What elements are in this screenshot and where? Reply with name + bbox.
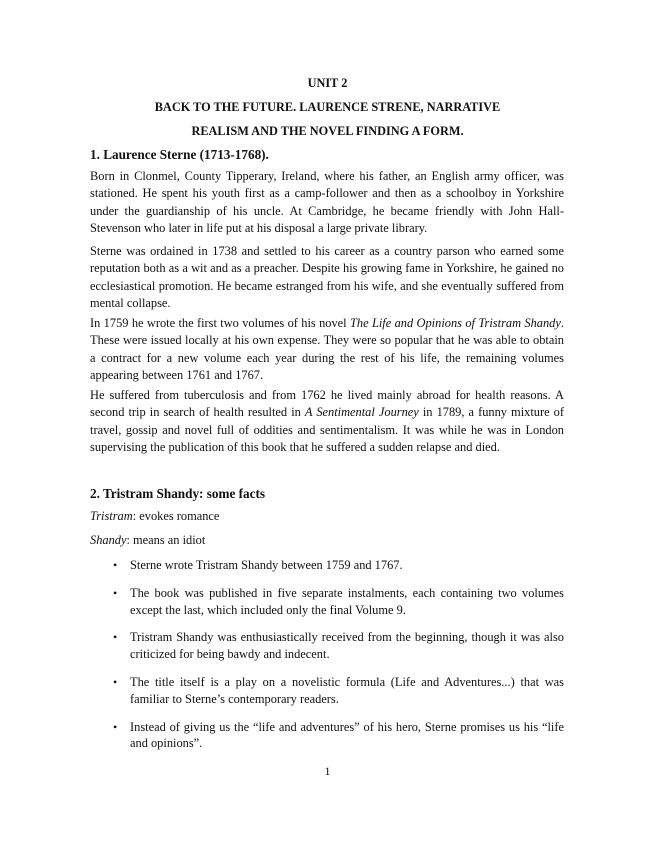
bullet-icon: • bbox=[113, 719, 118, 734]
list-item-text: The book was published in five separate instalments, each containing two volumes except the last, which included only the final Volume 9. bbox=[130, 585, 564, 617]
list-item-text: The title itself is a play on a novelistic formula (Life and Adventures...) that was familiar to Sterne’s contemporary readers. bbox=[130, 674, 564, 706]
section-2-heading: 2. Tristram Shandy: some facts bbox=[90, 486, 265, 501]
paragraph-career: Sterne was ordained in 1738 and settled to his career as a country parson who earned some reputation both as a wit and as a preacher. Despite his growing fame in Yorkshire, he gained no ecclesiastical promotion. He became estranged from his wife, and she eventually suffered from mental collapse. bbox=[90, 244, 564, 311]
novel-title-journey: A Sentimental Journey bbox=[304, 405, 419, 420]
unit-label: UNIT 2 bbox=[307, 76, 348, 90]
paragraph-tristram-b: . These were issued locally at his own expense. They were so popular that he was able to obtain a contract for a new volume each year during the rest of his life, the remaining volumes appearing between 1761 and 1767. bbox=[90, 316, 564, 383]
def-tristram: : evokes romance bbox=[132, 509, 220, 523]
list-item-text: Instead of giving us the “life and adventures” of his hero, Sterne promises us his “life and opinions”. bbox=[130, 719, 564, 751]
paragraph-biography: Born in Clonmel, County Tipperary, Ireland, where his father, an English army officer, was stationed. He spent his youth first as a camp-follower and then as a schoolboy in Yorkshire under the guardianship of his uncle. At Cambridge, he became friendly with John Hall-Stevenson who later in life put at his disposal a large private library. bbox=[90, 169, 564, 236]
paragraph-tristram-a: In 1759 he wrote the first two volumes of his novel bbox=[90, 316, 350, 330]
bullet-icon: • bbox=[113, 558, 118, 572]
term-tristram: Tristram bbox=[90, 509, 133, 523]
definition-tristram bbox=[90, 509, 219, 524]
bullet-icon: • bbox=[113, 585, 118, 600]
facts-list bbox=[90, 557, 564, 763]
list-item-text: Sterne wrote Tristram Shandy between 1759 and 1767. bbox=[130, 558, 403, 572]
bullet-icon: • bbox=[113, 674, 118, 689]
definition-shandy bbox=[90, 533, 205, 548]
paragraph-later-life-a: He suffered from tuberculosis and from 1762 he lived mainly abroad for health reasons. A second trip in search of health resulted in bbox=[90, 388, 564, 420]
term-shandy: Shandy bbox=[90, 533, 127, 547]
list-item bbox=[90, 719, 564, 753]
paragraph-later-life-b: in 1789, a funny mixture of travel, gossip and novel full of oddities and sentimentalism. It was while he was in London supervising the publication of this book that he suffered a sudden relapse and died. bbox=[90, 405, 564, 455]
list-item bbox=[90, 674, 564, 708]
list-item bbox=[90, 629, 564, 663]
paragraph-tristram bbox=[90, 315, 564, 385]
section-1-heading: 1. Laurence Sterne (1713-1768). bbox=[90, 147, 269, 162]
page-number: 1 bbox=[324, 764, 331, 778]
title-line-1: BACK TO THE FUTURE. LAURENCE STRENE, NARRATIVE bbox=[154, 100, 501, 114]
list-item bbox=[90, 585, 564, 619]
novel-title-tristram: The Life and Opinions of Tristram Shandy bbox=[350, 316, 561, 330]
list-item bbox=[90, 557, 564, 574]
list-item-text: Tristram Shandy was enthusiastically received from the beginning, though it was also criticized for being bawdy and indecent. bbox=[130, 630, 564, 662]
bullet-icon: • bbox=[113, 630, 118, 645]
title-line-2: REALISM AND THE NOVEL FINDING A FORM. bbox=[191, 124, 464, 138]
def-shandy: : means an idiot bbox=[126, 533, 206, 547]
paragraph-later-life bbox=[90, 387, 564, 457]
